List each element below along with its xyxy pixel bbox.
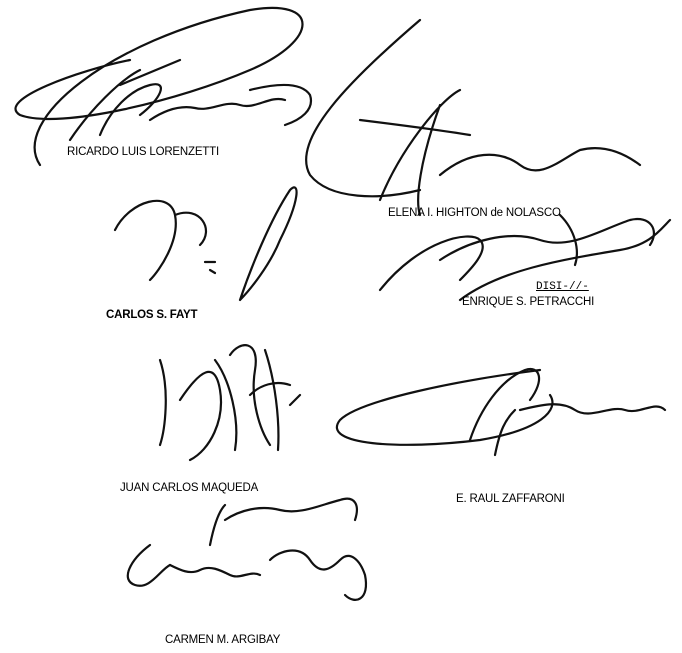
name-argibay: CARMEN M. ARGIBAY xyxy=(165,634,281,646)
signature-argibay xyxy=(128,499,366,600)
name-highton: ELENA I. HIGHTON de NOLASCO xyxy=(388,207,561,219)
stamp-petracchi: DISI-//- xyxy=(536,281,589,293)
signature-lorenzetti xyxy=(15,8,310,165)
name-lorenzetti: RICARDO LUIS LORENZETTI xyxy=(67,146,219,158)
name-maqueda: JUAN CARLOS MAQUEDA xyxy=(120,482,259,494)
signature-zaffaroni xyxy=(337,369,665,455)
name-petracchi: ENRIQUE S. PETRACCHI xyxy=(462,296,595,308)
name-fayt: CARLOS S. FAYT xyxy=(106,309,198,321)
signature-highton xyxy=(306,20,640,215)
signature-petracchi xyxy=(380,215,670,300)
name-zaffaroni: E. RAUL ZAFFARONI xyxy=(456,493,565,505)
signature-maqueda xyxy=(160,345,300,460)
signature-fayt xyxy=(115,187,297,300)
